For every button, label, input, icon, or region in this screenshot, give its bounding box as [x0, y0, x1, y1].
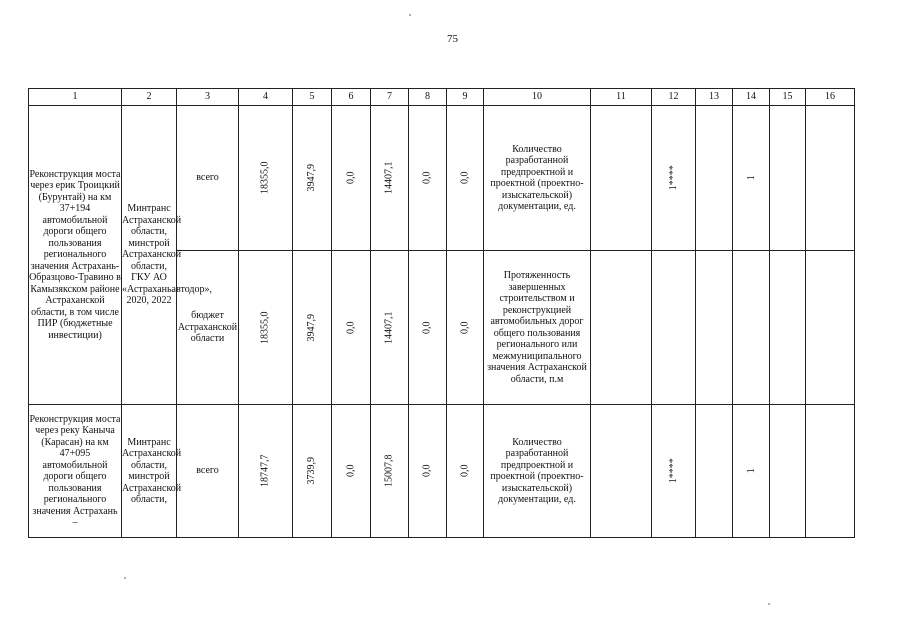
- funding-source-cell: бюджет Астраханской области: [177, 251, 239, 405]
- table-row: [29, 405, 855, 538]
- funding-source-cell: всего: [177, 405, 239, 538]
- indicator-cell: Протяженность завершенных строительством и реконструкцией автомобильных дорог общего пользования регионального или межмуниципального значения Астраханской области, п.м: [484, 251, 591, 405]
- value-cell: 14407,1: [371, 106, 409, 251]
- executor-cell: Минтранс Астраханской области, минстрой Астраханской области,: [122, 405, 177, 538]
- value-cell: 0,0: [332, 106, 371, 251]
- column-header: 15: [770, 89, 806, 106]
- value-cell: [696, 251, 733, 405]
- value-cell: 18355,0: [239, 251, 293, 405]
- indicator-cell: Количество разработанной предпроектной и проектной (проектно-изыскательской) документации, ед.: [484, 106, 591, 251]
- program-table: [28, 88, 855, 538]
- executor-cell: Минтранс Астраханской области, минстрой Астраханской области, ГКУ АО «Астраханьавтодор», 2020, 2022: [122, 106, 177, 405]
- funding-source-cell: всего: [177, 106, 239, 251]
- value-cell: [806, 405, 855, 538]
- column-header: 11: [591, 89, 652, 106]
- value-cell: 0,0: [409, 251, 447, 405]
- column-header: 13: [696, 89, 733, 106]
- value-cell: 0,0: [447, 405, 484, 538]
- column-header: 7: [371, 89, 409, 106]
- column-header: 5: [293, 89, 332, 106]
- scan-speck: [409, 14, 411, 16]
- value-cell: 0,0: [447, 251, 484, 405]
- value-cell: [591, 405, 652, 538]
- value-cell: 3739,9: [293, 405, 332, 538]
- column-header: 16: [806, 89, 855, 106]
- value-cell: 0,0: [332, 251, 371, 405]
- column-header: 4: [239, 89, 293, 106]
- value-cell: [696, 106, 733, 251]
- column-header: 6: [332, 89, 371, 106]
- column-header: 1: [29, 89, 122, 106]
- value-cell: [770, 106, 806, 251]
- value-cell: 18747,7: [239, 405, 293, 538]
- value-cell: [591, 251, 652, 405]
- column-header: 2: [122, 89, 177, 106]
- header-row: [29, 89, 855, 106]
- column-header: 10: [484, 89, 591, 106]
- project-name-cell: Реконструкция моста через реку Каныча (Карасан) на км 47+095 автомобильной дороги общего пользования регионального значения Астрахань –: [29, 405, 122, 538]
- value-cell: [770, 405, 806, 538]
- table-header: [29, 89, 855, 106]
- value-cell: [652, 251, 696, 405]
- value-cell: 0,0: [409, 405, 447, 538]
- project-name-cell: Реконструкция моста через ерик Троицкий (Бурунтай) на км 37+194 автомобильной дороги общего пользования регионального значения Астрахань-Образцово-Травино в Камызякском районе Астраханской области, в том числе ПИР (бюджетные инвестиции): [29, 106, 122, 405]
- value-cell: 14407,1: [371, 251, 409, 405]
- value-cell: 3947,9: [293, 106, 332, 251]
- column-header: 12: [652, 89, 696, 106]
- scan-speck: [768, 603, 770, 605]
- value-cell: [806, 106, 855, 251]
- value-cell: 1: [733, 405, 770, 538]
- column-header: 14: [733, 89, 770, 106]
- value-cell: 0,0: [332, 405, 371, 538]
- table-row: [29, 106, 855, 251]
- value-cell: 0,0: [409, 106, 447, 251]
- page-number: 75: [447, 33, 458, 45]
- value-cell: [591, 106, 652, 251]
- column-header: 3: [177, 89, 239, 106]
- value-cell: 1****: [652, 405, 696, 538]
- value-cell: 15007,8: [371, 405, 409, 538]
- value-cell: [770, 251, 806, 405]
- value-cell: 3947,9: [293, 251, 332, 405]
- column-header: 8: [409, 89, 447, 106]
- value-cell: [696, 405, 733, 538]
- value-cell: 1: [733, 106, 770, 251]
- value-cell: 1****: [652, 106, 696, 251]
- indicator-cell: Количество разработанной предпроектной и проектной (проектно-изыскательской) документации, ед.: [484, 405, 591, 538]
- scan-speck: [124, 577, 126, 579]
- value-cell: [806, 251, 855, 405]
- value-cell: 18355,0: [239, 106, 293, 251]
- value-cell: [733, 251, 770, 405]
- value-cell: 0,0: [447, 106, 484, 251]
- column-header: 9: [447, 89, 484, 106]
